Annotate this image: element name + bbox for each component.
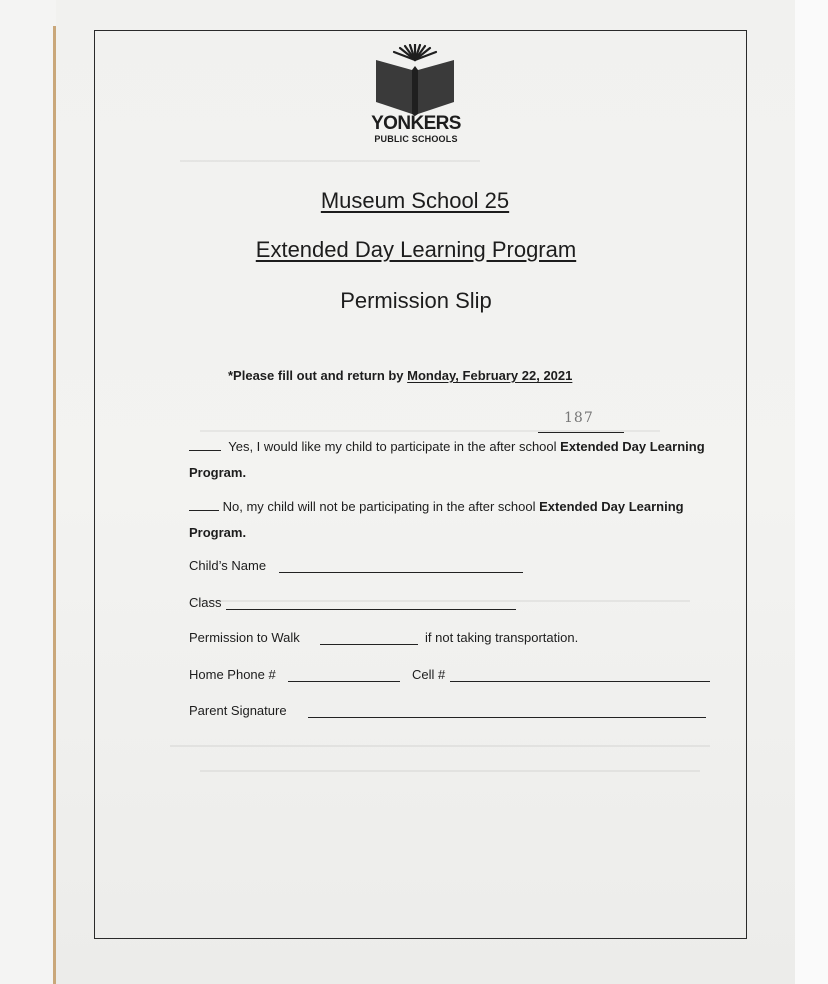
scan-margin	[795, 0, 828, 984]
program-title: Extended Day Learning Program	[255, 237, 577, 262]
home-phone-field[interactable]	[288, 681, 400, 682]
brand-name: YONKERS	[371, 113, 461, 134]
handwritten-note: 187	[564, 410, 594, 426]
home-phone-label: Home Phone #	[189, 667, 276, 682]
cell-field[interactable]	[450, 681, 710, 682]
paper-edge	[53, 26, 56, 984]
cell-label: Cell #	[412, 667, 446, 682]
school-title: Museum School 25	[320, 188, 510, 213]
yes-program: Extended Day Learning Program.	[189, 439, 705, 480]
signature-field[interactable]	[308, 717, 706, 718]
walk-field[interactable]	[320, 644, 418, 645]
no-text: No, my child will not be participating in the after school	[222, 499, 540, 514]
signature-label: Parent Signature	[189, 703, 287, 718]
book-logo-icon	[372, 44, 458, 116]
no-program: Extended Day Learning Program.	[189, 499, 684, 540]
slip-title: Permission Slip	[340, 288, 492, 313]
return-notice	[228, 368, 628, 383]
brand-subtitle: PUBLIC SCHOOLS	[374, 134, 458, 144]
yes-text: Yes, I would like my child to participate in the after school	[228, 439, 561, 454]
notice-text: *Please fill out and return by	[228, 368, 408, 383]
walk-label: Permission to Walk	[189, 630, 300, 645]
yes-option	[189, 434, 729, 486]
child-name-label: Child’s Name	[189, 558, 267, 573]
due-date: Monday, February 22, 2021	[407, 368, 573, 383]
handwritten-underline	[538, 432, 624, 433]
no-checkbox-blank[interactable]	[189, 498, 219, 511]
yes-checkbox-blank[interactable]	[189, 438, 221, 451]
class-field[interactable]	[226, 609, 516, 610]
walk-suffix: if not taking transportation.	[425, 630, 579, 645]
class-label: Class	[189, 595, 222, 610]
no-option	[189, 494, 729, 546]
child-name-field[interactable]	[279, 572, 523, 573]
